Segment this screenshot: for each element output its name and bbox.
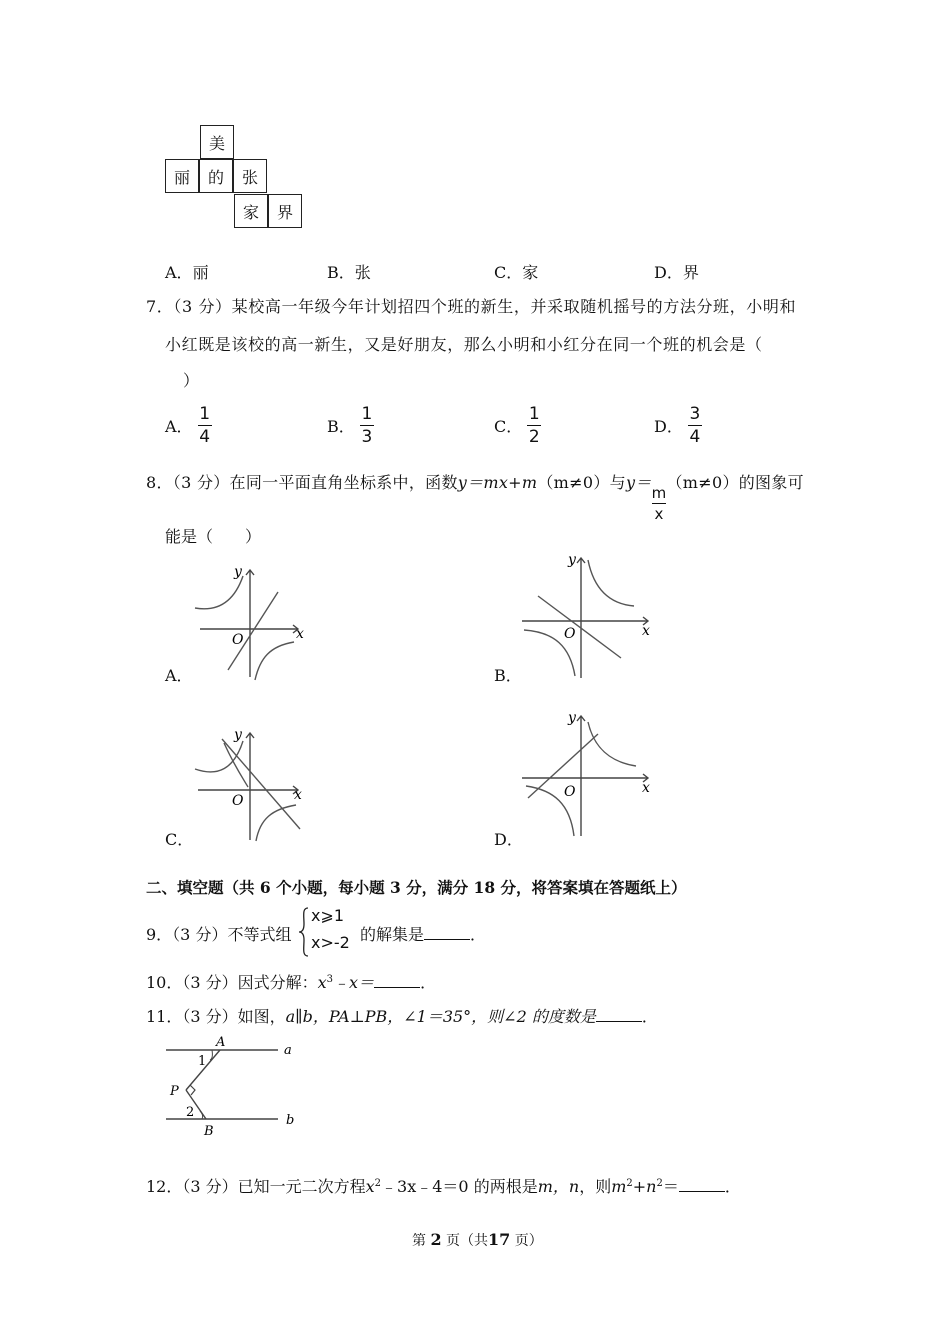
- q9-brace: [298, 906, 310, 958]
- q6-option-a: A．丽: [165, 263, 209, 282]
- q8-option-b: B．: [494, 666, 522, 685]
- q7-line-2: 小红既是该校的高一新生，又是好朋友，那么小明和小红分在同一个班的机会是（: [165, 335, 763, 354]
- q7-c-fraction: $\frac{1}{2}$: [528, 404, 540, 447]
- q7-option-c: C． $\frac{1}{2}$: [494, 404, 540, 447]
- page-footer: 第 2 页（共17 页）: [412, 1230, 543, 1249]
- graph-c-y-label: y: [234, 727, 242, 743]
- q7-a-fraction: $\frac{1}{4}$: [199, 404, 211, 447]
- q11-line: 11．（3 分）如图，a∥b，PA⊥PB，∠1＝35°，则∠2 的度数是 ．: [146, 1007, 658, 1026]
- q7-d-fraction: $\frac{3}{4}$: [689, 404, 701, 447]
- q9-prefix: 9．（3 分）不等式组: [146, 925, 292, 944]
- q6-option-c: C．家: [494, 263, 539, 282]
- q7-line-3: ）: [183, 371, 200, 390]
- graph-a-y-label: y: [234, 564, 242, 580]
- net-cell-3: 的: [199, 159, 233, 193]
- q8-graph-c: [190, 725, 310, 843]
- q11-answer-blank[interactable]: [596, 1007, 642, 1022]
- q11-label-p: P: [170, 1084, 179, 1099]
- q11-label-b: B: [204, 1124, 214, 1139]
- q8-option-c: C．: [165, 830, 194, 849]
- q11-line-b-label: b: [286, 1113, 295, 1128]
- net-cell-2: 丽: [165, 159, 199, 193]
- graph-c-x-label: x: [294, 787, 302, 803]
- graph-a-origin-label: O: [232, 632, 244, 648]
- q7-option-a: A． $\frac{1}{4}$: [165, 404, 211, 447]
- q11-figure: [160, 1032, 305, 1140]
- q7-b-fraction: $\frac{1}{3}$: [361, 404, 373, 447]
- q10-line: 10．（3 分）因式分解：$x^3﹣x=$ ．: [146, 973, 437, 992]
- q8-graph-d: [518, 708, 658, 840]
- q8-option-d: D．: [494, 830, 523, 849]
- q11-label-a: A: [216, 1035, 226, 1050]
- net-cell-1: 美: [200, 125, 234, 159]
- q6-option-b: B．张: [327, 263, 371, 282]
- graph-d-x-label: x: [642, 780, 650, 796]
- net-cell-4: 张: [233, 159, 267, 193]
- graph-a-x-label: x: [296, 626, 304, 642]
- q7-option-b: B． $\frac{1}{3}$: [327, 404, 373, 447]
- graph-d-y-label: y: [568, 710, 576, 726]
- graph-b-x-label: x: [642, 623, 650, 639]
- q8-line-2: 能是（ ）: [165, 527, 262, 546]
- q9-inequality-1: x⩾1: [311, 906, 345, 925]
- q8-option-a: A．: [165, 666, 193, 685]
- q8-graph-a: [190, 562, 310, 682]
- q8-fraction: $\frac{m}{x}$: [651, 484, 667, 523]
- q6-option-d: D．界: [654, 263, 699, 282]
- q9-inequality-2: x>-2: [311, 933, 350, 952]
- net-cell-6: 界: [268, 194, 302, 228]
- q7-line-1: 7．（3 分）某校高一年级今年计划招四个班的新生，并采取随机摇号的方法分班，小明和: [146, 297, 797, 316]
- section-2-title: 二、填空题（共 6 个小题，每小题 3 分，满分 18 分，将答案填在答题纸上）: [146, 878, 687, 897]
- graph-d-origin-label: O: [564, 784, 576, 800]
- q11-label-1: 1: [198, 1054, 207, 1069]
- graph-c-origin-label: O: [232, 793, 244, 809]
- q12-line: 12．（3 分）已知一元二次方程$x^2﹣3x﹣4=0$ 的两根是m，n，则$m^2+n^2=$ ．: [146, 1177, 741, 1196]
- q9-suffix: 的解集是 ．: [360, 925, 487, 944]
- q11-line-a-label: a: [284, 1043, 292, 1058]
- q9-answer-blank[interactable]: [424, 925, 470, 940]
- graph-b-origin-label: O: [564, 626, 576, 642]
- graph-b-y-label: y: [568, 552, 576, 568]
- q7-option-d: D． $\frac{3}{4}$: [654, 404, 701, 447]
- net-cell-5: 家: [234, 194, 268, 228]
- q12-answer-blank[interactable]: [679, 1177, 725, 1192]
- q10-answer-blank[interactable]: [374, 973, 420, 988]
- q8-graph-b: [518, 550, 658, 682]
- q11-label-2: 2: [186, 1105, 195, 1120]
- q8-line-1: 8．（3 分）在同一平面直角坐标系中，函数y＝mx+m（m≠0）与y＝ $\frac{m}{x}$ （m≠0）的图象可: [146, 473, 804, 523]
